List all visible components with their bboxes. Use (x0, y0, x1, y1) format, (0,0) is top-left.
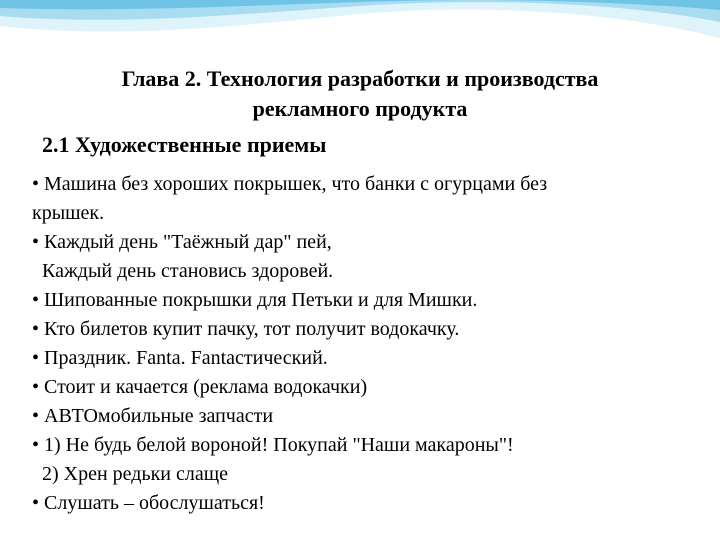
list-item: • Праздник. Fanta. Fantaстический. (32, 347, 328, 369)
page-title-line-1: Глава 2. Технология разработки и производства (121, 66, 599, 91)
list-item: • Кто билетов купит пачку, тот получит водокачку. (32, 318, 460, 340)
page-title-line-2: рекламного продукта (252, 96, 468, 121)
examples-list (32, 170, 692, 518)
list-item: • Слушать – обослушаться! (32, 492, 265, 514)
list-item: • Каждый день "Таёжный дар" пей, (32, 231, 332, 253)
list-item: • Машина без хороших покрышек, что банки с огурцами без (32, 173, 548, 195)
list-item: • 1) Не будь белой вороной! Покупай "Наши макароны"! (32, 434, 514, 456)
list-item: • АВТОмобильные запчасти (32, 405, 274, 427)
decorative-wave-header (0, 0, 720, 70)
list-item: • Стоит и качается (реклама водокачки) (32, 376, 368, 398)
list-item: • Шипованные покрышки для Петьки и для Мишки. (32, 289, 478, 311)
section-subtitle: 2.1 Художественные приемы (42, 132, 327, 157)
list-item-continuation: Каждый день становись здоровей. (42, 260, 334, 282)
page-title (40, 64, 680, 124)
list-item-continuation: 2) Хрен редьки слаще (42, 463, 229, 485)
list-item-continuation: крышек. (32, 202, 105, 224)
